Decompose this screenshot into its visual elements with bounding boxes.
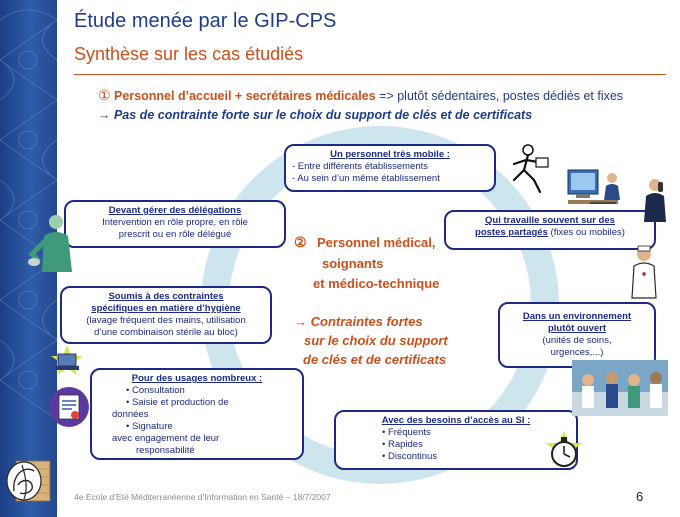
- document-badge-icon: [48, 386, 90, 428]
- point-two-line2: soignants: [322, 256, 384, 271]
- box-open-environment: [498, 302, 656, 368]
- usage-item-text: Signature: [131, 421, 173, 432]
- point-one-number: ①: [98, 87, 111, 103]
- box-shared-title: Qui travaille souvent sur des: [485, 215, 615, 226]
- box-mobile-item: - Entre différents établissements: [292, 161, 429, 172]
- phone-caller-icon: [638, 176, 672, 224]
- access-item: • Rapides: [382, 439, 423, 450]
- box-si-access: [334, 410, 578, 470]
- point-two-heading: [294, 234, 436, 252]
- usage-item: • Saisie et production de: [126, 397, 229, 408]
- box-delegations: [64, 200, 286, 248]
- box-hygiene-title2: spécifiques en matière d’hygiène: [91, 303, 241, 314]
- constraint-line2: sur le choix du support: [304, 333, 448, 348]
- point-one-heading: Personnel d’accueil + secrétaires médicales: [114, 89, 376, 103]
- box-env-line: urgences,...): [550, 347, 604, 358]
- point-one-conclusion: → Pas de contrainte forte sur le choix du support de clés et de certificats: [98, 108, 533, 122]
- box-shared-title-part2: postes partagés: [475, 227, 548, 238]
- usage-item: • Signature: [126, 421, 173, 432]
- box-access-list: [342, 427, 570, 463]
- box-usages: [90, 368, 304, 460]
- page-number: 6: [636, 489, 644, 504]
- box-delegations-line: prescrit ou en rôle délégué: [118, 229, 232, 240]
- hospital-staff-photo: [572, 360, 668, 416]
- box-mobile-staff: [284, 144, 496, 192]
- point-two-line1: Personnel médical,: [317, 235, 436, 250]
- constraint-line3: de clés et de certificats: [303, 352, 447, 367]
- box-hygiene-title: Soumis à des contraintes: [108, 291, 224, 302]
- box-mobile-title: Un personnel très mobile :: [330, 149, 450, 160]
- box-delegations-title: Devant gérer des délégations: [108, 205, 242, 216]
- box-shared-suffix: (fixes ou mobiles): [547, 227, 625, 238]
- box-usages-list: [98, 385, 296, 457]
- surgeon-icon: [28, 212, 76, 274]
- usage-item-text: Consultation: [131, 385, 185, 396]
- usage-item-text: Saisie et production de: [131, 397, 229, 408]
- access-item: • Discontinus: [382, 451, 438, 462]
- box-env-line: (unités de soins,: [542, 335, 612, 346]
- point-two-number: ②: [294, 234, 307, 250]
- access-item: • Fréquents: [382, 427, 431, 438]
- usage-item: • Consultation: [126, 385, 185, 396]
- access-item-text: Fréquents: [387, 427, 431, 438]
- access-item-text: Discontinus: [387, 451, 438, 462]
- usage-item-continued: responsabilité: [136, 445, 195, 456]
- access-item-text: Rapides: [387, 439, 423, 450]
- point-two-line3: et médico-technique: [313, 276, 440, 291]
- running-person-icon: [498, 140, 554, 196]
- stopwatch-icon: [544, 430, 584, 472]
- box-hygiene: [60, 286, 272, 344]
- box-shared-second-line: [452, 227, 648, 239]
- box-env-title: Dans un environnement: [522, 311, 632, 322]
- box-usages-title: Pour des usages nombreux :: [131, 373, 263, 384]
- laptop-star-icon: [50, 344, 84, 378]
- box-access-title: Avec des besoins d’accès au SI :: [381, 415, 531, 426]
- point-one-rest: => plutôt sédentaires, postes dédiés et fixes: [379, 89, 624, 103]
- constraint-line1: → Contraintes fortes: [294, 314, 423, 329]
- computer-user-icon: [566, 166, 632, 216]
- box-delegations-line: Intervention en rôle propre, en rôle: [102, 217, 248, 228]
- box-hygiene-line: d’une combinaison stérile au bloc): [94, 327, 238, 338]
- slide-subtitle: Synthèse sur les cas étudiés: [74, 44, 304, 64]
- box-hygiene-line: (lavage fréquent des mains, utilisation: [86, 315, 246, 326]
- usage-item-continued: avec engagement de leur: [112, 433, 220, 444]
- nurse-icon: [624, 244, 664, 300]
- slide-footer: 4e Ecole d’Eté Méditerranéenne d’Information en Santé – 18/7/2007: [74, 492, 331, 502]
- box-env-title2: plutôt ouvert: [547, 323, 607, 334]
- slide-title: Étude menée par le GIP-CPS: [74, 10, 337, 32]
- usage-item-continued: données: [112, 409, 149, 420]
- box-mobile-item: - Au sein d’un même établissement: [292, 173, 440, 184]
